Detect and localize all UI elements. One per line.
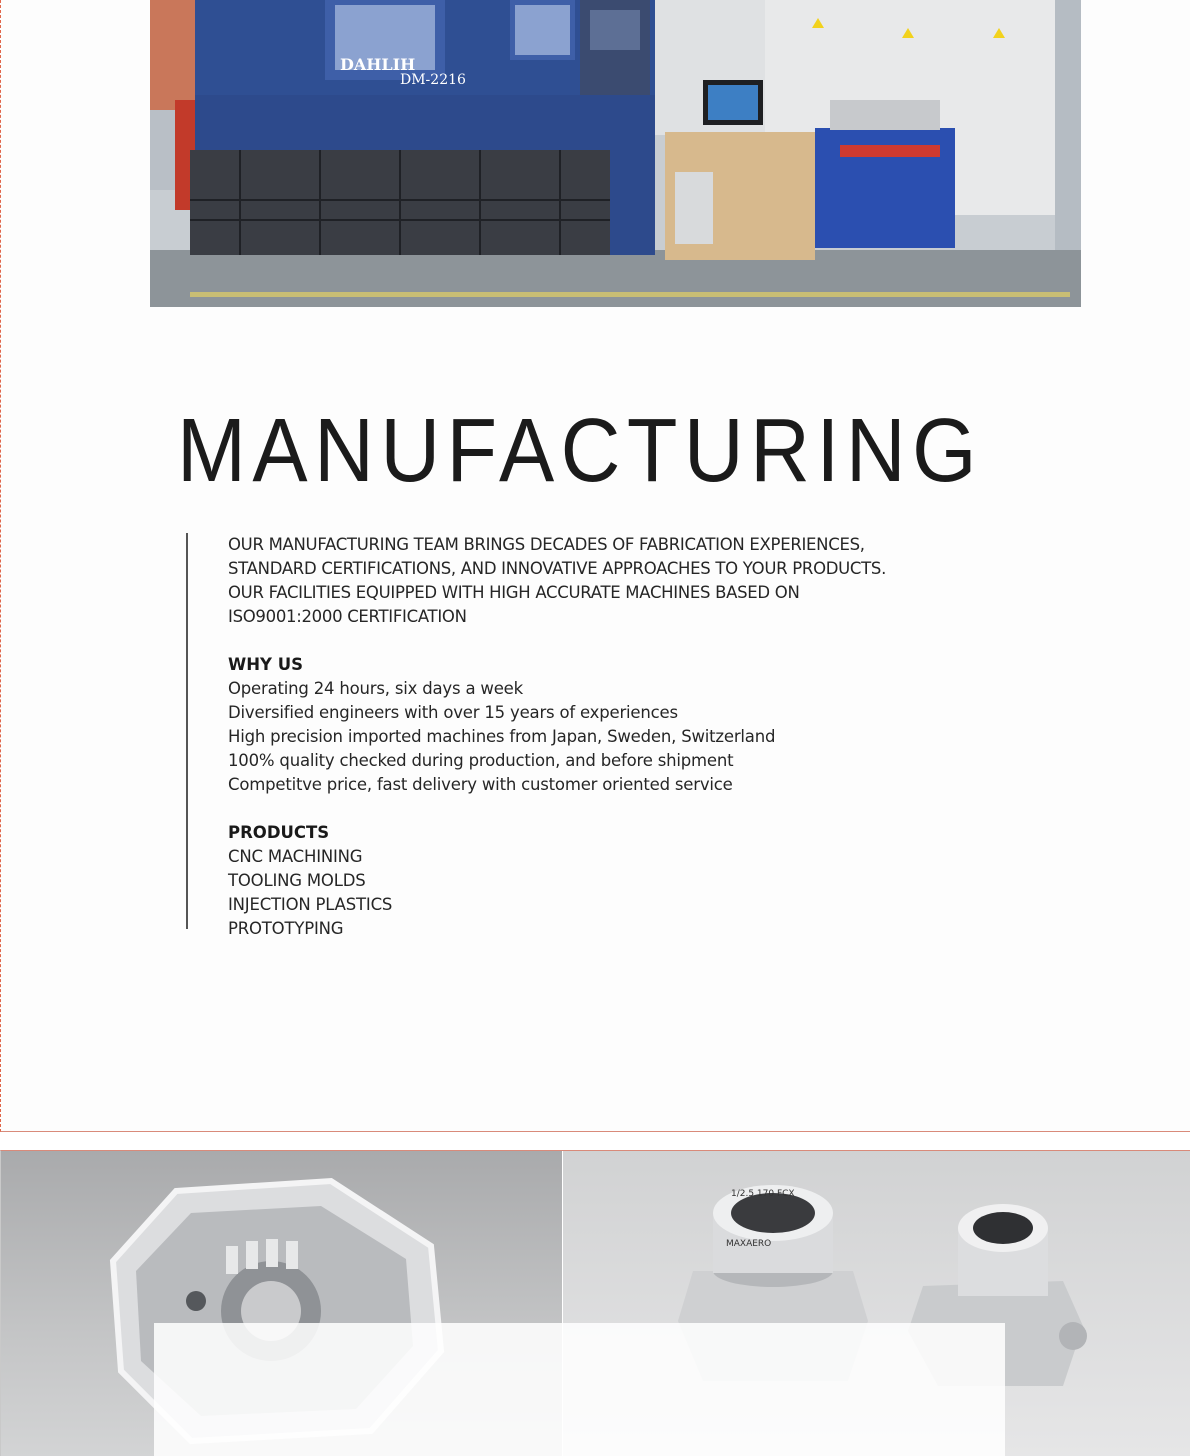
content-column	[228, 533, 1028, 941]
page-title: MANUFACTURING	[177, 401, 983, 501]
intro-line: OUR MANUFACTURING TEAM BRINGS DECADES OF FABRICATION EXPERIENCES,	[228, 535, 865, 554]
list-item: Diversified engineers with over 15 years of experiences	[228, 703, 678, 722]
machine-model-text: DM-2216	[400, 72, 466, 88]
machine-brand-text: DAHLIH	[340, 55, 416, 74]
list-item: Competitve price, fast delivery with customer oriented service	[228, 775, 733, 794]
intro-line: OUR FACILITIES EQUIPPED WITH HIGH ACCURATE MACHINES BASED ON	[228, 583, 800, 602]
page-gap	[0, 1133, 1190, 1150]
intro-line: STANDARD CERTIFICATIONS, AND INNOVATIVE APPROACHES TO YOUR PRODUCTS.	[228, 559, 887, 578]
products-list	[228, 845, 1028, 941]
list-item: CNC MACHINING	[228, 847, 363, 866]
list-item: 100% quality checked during production, and before shipment	[228, 751, 734, 770]
part-engraving-bottom: MAXAERO	[726, 1239, 772, 1249]
list-item: High precision imported machines from Japan, Sweden, Switzerland	[228, 727, 776, 746]
list-item: TOOLING MOLDS	[228, 871, 366, 890]
why-us-list	[228, 677, 1028, 797]
list-item: Operating 24 hours, six days a week	[228, 679, 523, 698]
products-heading: PRODUCTS	[228, 823, 330, 842]
part-engraving-top: 1/2.5 170 FCX	[731, 1189, 795, 1199]
page-parts	[0, 1150, 1190, 1456]
factory-machine-photo	[150, 0, 1081, 307]
vertical-divider	[186, 533, 188, 929]
list-item: INJECTION PLASTICS	[228, 895, 393, 914]
intro-line: ISO9001:2000 CERTIFICATION	[228, 607, 467, 626]
why-us-heading: WHY US	[228, 655, 303, 674]
intro-paragraph	[228, 533, 1028, 629]
list-item: PROTOTYPING	[228, 919, 344, 938]
text-overlay-box	[154, 1323, 1005, 1456]
